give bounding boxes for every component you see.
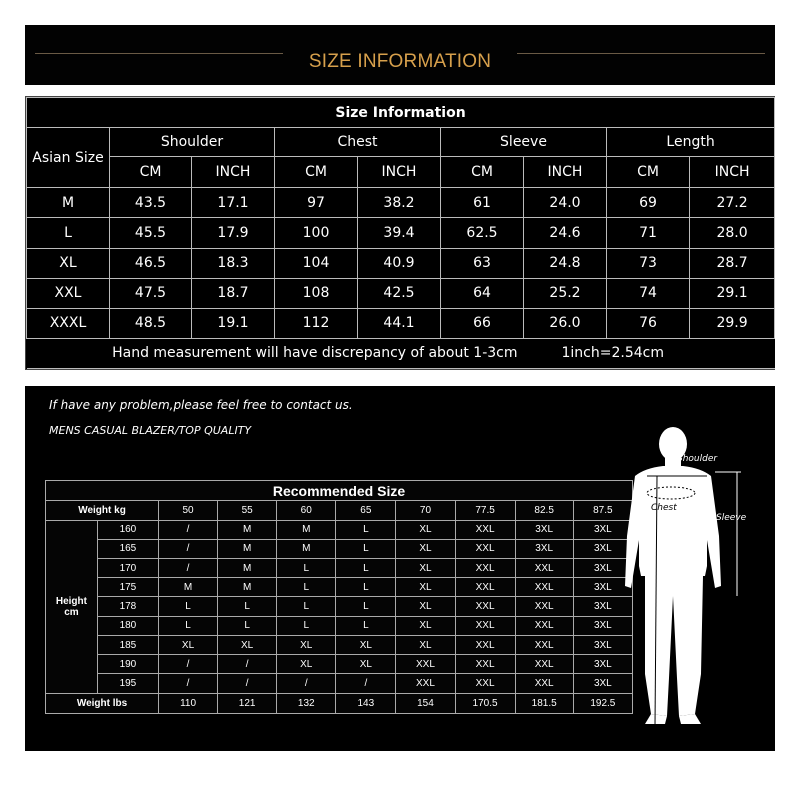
size-label: M bbox=[27, 188, 110, 218]
size-value-cell: 104 bbox=[275, 248, 358, 278]
size-information-banner bbox=[25, 25, 775, 85]
weight-kg-cell: 60 bbox=[277, 501, 336, 520]
size-value-cell: 42.5 bbox=[358, 278, 441, 308]
size-value-cell: 47.5 bbox=[110, 278, 192, 308]
size-value-cell: 108 bbox=[275, 278, 358, 308]
group-header-length: Length bbox=[607, 128, 775, 157]
height-unit-text: cm bbox=[64, 606, 79, 618]
unit-header: INCH bbox=[690, 157, 775, 188]
recommended-size-cell: L bbox=[159, 616, 218, 635]
recommended-size-cell: 3XL bbox=[573, 558, 632, 577]
measurement-note: Hand measurement will have discrepancy of about 1-3cm bbox=[27, 338, 524, 368]
size-value-cell: 46.5 bbox=[110, 248, 192, 278]
size-value-cell: 38.2 bbox=[358, 188, 441, 218]
weight-lbs-cell: 192.5 bbox=[573, 693, 632, 713]
weight-lbs-cell: 170.5 bbox=[455, 693, 515, 713]
size-value-cell: 24.6 bbox=[524, 218, 607, 248]
height-label-text: Height bbox=[55, 595, 87, 607]
size-value-cell: 69 bbox=[607, 188, 690, 218]
chest-label: Chest bbox=[651, 503, 677, 513]
size-row bbox=[27, 188, 775, 218]
sleeve-label: Sleeve bbox=[716, 513, 747, 523]
size-value-cell: 48.5 bbox=[110, 308, 192, 338]
height-row bbox=[46, 520, 633, 539]
recommended-size-table bbox=[45, 480, 633, 714]
recommended-size-cell: / bbox=[218, 674, 277, 693]
size-label: XXXL bbox=[27, 308, 110, 338]
recommended-size-cell: XXL bbox=[515, 674, 573, 693]
recommended-size-cell: / bbox=[159, 539, 218, 558]
recommended-size-cell: XXL bbox=[455, 578, 515, 597]
recommended-size-cell: 3XL bbox=[573, 578, 632, 597]
size-value-cell: 17.9 bbox=[192, 218, 275, 248]
weight-lbs-cell: 110 bbox=[159, 693, 218, 713]
size-value-cell: 100 bbox=[275, 218, 358, 248]
size-value-cell: 44.1 bbox=[358, 308, 441, 338]
size-value-cell: 45.5 bbox=[110, 218, 192, 248]
recommended-size-cell: XL bbox=[277, 635, 336, 654]
recommended-size-cell: / bbox=[336, 674, 396, 693]
recommended-size-cell: XL bbox=[396, 578, 455, 597]
size-value-cell: 26.0 bbox=[524, 308, 607, 338]
recommended-size-cell: XXL bbox=[396, 655, 455, 674]
recommended-size-cell: XXL bbox=[455, 597, 515, 616]
weight-lbs-cell: 181.5 bbox=[515, 693, 573, 713]
size-value-cell: 43.5 bbox=[110, 188, 192, 218]
recommended-size-cell: XL bbox=[277, 655, 336, 674]
height-label bbox=[46, 520, 98, 693]
recommended-size-cell: XL bbox=[336, 655, 396, 674]
size-row bbox=[27, 278, 775, 308]
size-value-cell: 27.2 bbox=[690, 188, 775, 218]
weight-kg-cell: 87.5 bbox=[573, 501, 632, 520]
height-value-cell: 175 bbox=[97, 578, 158, 597]
weight-kg-cell: 77.5 bbox=[455, 501, 515, 520]
recommended-size-cell: 3XL bbox=[515, 520, 573, 539]
recommended-size-cell: XXL bbox=[515, 655, 573, 674]
height-row bbox=[46, 539, 633, 558]
size-information-table bbox=[26, 97, 775, 369]
recommended-size-cell: / bbox=[218, 655, 277, 674]
height-value-cell: 160 bbox=[97, 520, 158, 539]
recommended-size-cell: L bbox=[336, 558, 396, 577]
recommended-size-cell: XXL bbox=[455, 674, 515, 693]
height-row bbox=[46, 674, 633, 693]
recommended-size-cell: L bbox=[159, 597, 218, 616]
group-header-chest: Chest bbox=[275, 128, 441, 157]
size-value-cell: 28.0 bbox=[690, 218, 775, 248]
recommended-size-cell: 3XL bbox=[573, 674, 632, 693]
contact-text: If have any problem,please feel free to contact us. bbox=[49, 398, 353, 412]
height-row bbox=[46, 578, 633, 597]
recommended-size-cell: / bbox=[159, 558, 218, 577]
unit-header: INCH bbox=[358, 157, 441, 188]
size-row bbox=[27, 218, 775, 248]
height-row bbox=[46, 558, 633, 577]
weight-kg-cell: 82.5 bbox=[515, 501, 573, 520]
recommended-size-cell: 3XL bbox=[573, 520, 632, 539]
size-value-cell: 24.8 bbox=[524, 248, 607, 278]
size-label: L bbox=[27, 218, 110, 248]
recommended-size-cell: L bbox=[277, 578, 336, 597]
recommended-size-cell: 3XL bbox=[573, 539, 632, 558]
banner-title: SIZE INFORMATION bbox=[308, 51, 492, 72]
size-value-cell: 29.9 bbox=[690, 308, 775, 338]
recommended-size-cell: XXL bbox=[455, 635, 515, 654]
weight-lbs-cell: 154 bbox=[396, 693, 455, 713]
recommended-size-cell: 3XL bbox=[573, 635, 632, 654]
recommended-size-cell: / bbox=[159, 655, 218, 674]
recommended-size-cell: L bbox=[218, 597, 277, 616]
product-title: MENS CASUAL BLAZER/TOP QUALITY bbox=[49, 424, 252, 437]
size-row bbox=[27, 308, 775, 338]
recommended-size-cell: M bbox=[277, 520, 336, 539]
recommended-size-cell: L bbox=[336, 616, 396, 635]
body-measurement-figure bbox=[615, 416, 775, 751]
size-value-cell: 39.4 bbox=[358, 218, 441, 248]
recommended-size-cell: L bbox=[218, 616, 277, 635]
recommended-size-cell: L bbox=[277, 597, 336, 616]
recommended-size-panel bbox=[25, 386, 775, 751]
size-value-cell: 62.5 bbox=[441, 218, 524, 248]
weight-kg-cell: 50 bbox=[159, 501, 218, 520]
banner-divider-right bbox=[517, 53, 765, 54]
recommended-size-cell: XL bbox=[336, 635, 396, 654]
height-row bbox=[46, 616, 633, 635]
recommended-size-cell: 3XL bbox=[573, 655, 632, 674]
recommended-size-cell: M bbox=[277, 539, 336, 558]
size-table-caption: Size Information bbox=[27, 98, 775, 128]
recommended-size-cell: XXL bbox=[455, 655, 515, 674]
shoulder-label: Shoulder bbox=[677, 454, 718, 464]
recommended-size-cell: M bbox=[218, 539, 277, 558]
height-row bbox=[46, 597, 633, 616]
recommended-size-cell: XXL bbox=[515, 578, 573, 597]
group-header-shoulder: Shoulder bbox=[110, 128, 275, 157]
size-value-cell: 18.7 bbox=[192, 278, 275, 308]
weight-kg-cell: 55 bbox=[218, 501, 277, 520]
recommended-size-cell: / bbox=[277, 674, 336, 693]
recommended-size-cell: L bbox=[336, 597, 396, 616]
recommended-size-cell: M bbox=[218, 520, 277, 539]
size-value-cell: 29.1 bbox=[690, 278, 775, 308]
weight-lbs-cell: 143 bbox=[336, 693, 396, 713]
recommended-size-cell: / bbox=[159, 674, 218, 693]
size-value-cell: 74 bbox=[607, 278, 690, 308]
size-value-cell: 19.1 bbox=[192, 308, 275, 338]
size-table-footer bbox=[27, 338, 775, 368]
recommended-size-cell: XXL bbox=[515, 616, 573, 635]
recommended-size-cell: 3XL bbox=[515, 539, 573, 558]
unit-header: CM bbox=[441, 157, 524, 188]
height-value-cell: 195 bbox=[97, 674, 158, 693]
size-value-cell: 97 bbox=[275, 188, 358, 218]
recommended-size-cell: L bbox=[336, 520, 396, 539]
height-row bbox=[46, 635, 633, 654]
size-value-cell: 25.2 bbox=[524, 278, 607, 308]
body-silhouette bbox=[625, 427, 721, 724]
recommended-size-cell: XXL bbox=[455, 539, 515, 558]
weight-lbs-cell: 121 bbox=[218, 693, 277, 713]
size-value-cell: 76 bbox=[607, 308, 690, 338]
recommended-size-cell: XL bbox=[218, 635, 277, 654]
size-value-cell: 63 bbox=[441, 248, 524, 278]
recommended-caption: Recommended Size bbox=[46, 481, 633, 501]
conversion-note: 1inch=2.54cm bbox=[524, 338, 775, 368]
recommended-size-cell: XXL bbox=[455, 616, 515, 635]
size-value-cell: 18.3 bbox=[192, 248, 275, 278]
weight-lbs-cell: 132 bbox=[277, 693, 336, 713]
unit-header: CM bbox=[607, 157, 690, 188]
unit-header: CM bbox=[275, 157, 358, 188]
recommended-size-cell: L bbox=[277, 558, 336, 577]
height-row bbox=[46, 655, 633, 674]
size-value-cell: 40.9 bbox=[358, 248, 441, 278]
size-value-cell: 24.0 bbox=[524, 188, 607, 218]
recommended-size-cell: XXL bbox=[515, 558, 573, 577]
unit-header: INCH bbox=[192, 157, 275, 188]
recommended-size-cell: XL bbox=[396, 616, 455, 635]
weight-kg-cell: 70 bbox=[396, 501, 455, 520]
size-value-cell: 66 bbox=[441, 308, 524, 338]
recommended-size-cell: XXL bbox=[515, 635, 573, 654]
recommended-size-cell: XXL bbox=[455, 520, 515, 539]
height-value-cell: 180 bbox=[97, 616, 158, 635]
recommended-size-cell: 3XL bbox=[573, 597, 632, 616]
recommended-size-cell: / bbox=[159, 520, 218, 539]
asian-size-header: Asian Size bbox=[27, 128, 110, 188]
size-value-cell: 112 bbox=[275, 308, 358, 338]
weight-lbs-row bbox=[46, 693, 633, 713]
size-label: XL bbox=[27, 248, 110, 278]
height-value-cell: 185 bbox=[97, 635, 158, 654]
recommended-size-cell: XXL bbox=[515, 597, 573, 616]
recommended-size-cell: L bbox=[336, 578, 396, 597]
recommended-size-cell: XL bbox=[396, 520, 455, 539]
recommended-size-cell: XL bbox=[396, 558, 455, 577]
weight-lbs-label: Weight lbs bbox=[46, 693, 159, 713]
height-value-cell: 190 bbox=[97, 655, 158, 674]
size-value-cell: 64 bbox=[441, 278, 524, 308]
recommended-size-cell: M bbox=[218, 578, 277, 597]
size-label: XXL bbox=[27, 278, 110, 308]
size-value-cell: 17.1 bbox=[192, 188, 275, 218]
recommended-size-cell: M bbox=[159, 578, 218, 597]
height-value-cell: 170 bbox=[97, 558, 158, 577]
recommended-size-cell: 3XL bbox=[573, 616, 632, 635]
size-value-cell: 71 bbox=[607, 218, 690, 248]
weight-kg-row bbox=[46, 501, 633, 520]
recommended-size-cell: XXL bbox=[455, 558, 515, 577]
height-value-cell: 165 bbox=[97, 539, 158, 558]
recommended-size-cell: XXL bbox=[396, 674, 455, 693]
recommended-size-cell: L bbox=[336, 539, 396, 558]
group-header-sleeve: Sleeve bbox=[441, 128, 607, 157]
recommended-size-cell: XL bbox=[159, 635, 218, 654]
weight-kg-cell: 65 bbox=[336, 501, 396, 520]
size-value-cell: 61 bbox=[441, 188, 524, 218]
unit-header: CM bbox=[110, 157, 192, 188]
recommended-size-cell: M bbox=[218, 558, 277, 577]
height-value-cell: 178 bbox=[97, 597, 158, 616]
size-value-cell: 28.7 bbox=[690, 248, 775, 278]
size-value-cell: 73 bbox=[607, 248, 690, 278]
size-row bbox=[27, 248, 775, 278]
unit-header: INCH bbox=[524, 157, 607, 188]
recommended-size-cell: L bbox=[277, 616, 336, 635]
recommended-size-cell: XL bbox=[396, 597, 455, 616]
recommended-size-cell: XL bbox=[396, 539, 455, 558]
recommended-size-cell: XL bbox=[396, 635, 455, 654]
units-row bbox=[27, 157, 775, 188]
weight-kg-label: Weight kg bbox=[46, 501, 159, 520]
